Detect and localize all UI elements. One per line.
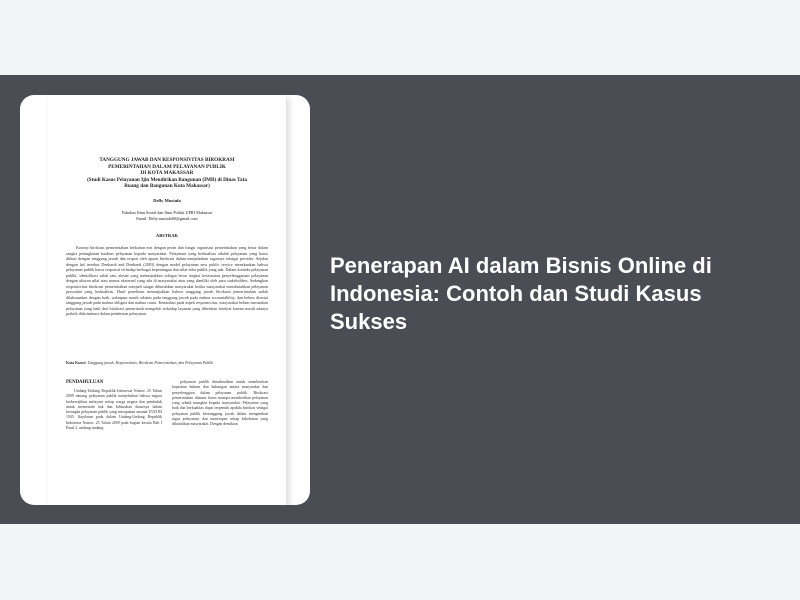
keywords-line bbox=[66, 361, 268, 365]
document-page-preview bbox=[48, 95, 286, 505]
abstract-heading: ABSTRAK bbox=[155, 233, 179, 238]
article-thumbnail[interactable] bbox=[20, 95, 310, 505]
body-column-left: Undang-Undang Republik Indonesia Nomor. 25 Tahun 2009 tentang pelayanan publik menjelaskan bahwa negara berkewajiban melayani setiap warga negara dan penduduk untuk memenuhi hak dan kebutuhan dasarnya dalam kerangka pelayanan publik yang merupakan amanat UUD RI 1945. Kejelasan pada dalam Undang-Undang Republik Indonesia Nomor. 25 Tahun 2009 pada bagian kesatu Bab I Pasal 2, undang-undang bbox=[66, 389, 162, 431]
body-column-right: pelayanan publik dimaksudkan untuk memberikan kepastian hukum dan hubungan antara masyarakat dan penyelenggara dalam pelayanan publik. Birokrasi pemerintahan ditautut harus mampu memberikan pelayanan yang sebaik mungkin kepada masyarakat. Pelayanan yang baik dan berkualitas dapat terpenuhi apabila birokrat sebagai pelayanan publik bertanggung jawab dalam mengemban tugas pelayanan, dan menerapan setiap kebebasan yang dibutuhkan masyarakat. Dengan demikian bbox=[172, 380, 268, 427]
document-title: TANGGUNG JAWAB DAN RESPONSIVITAS BIROKRASI PEMERINTAHAN DALAM PELAYANAN PUBLIK DI KOTA MAKASSAR (Studi Kasus Pelayanan Ijin Mendirikan Bangunan (IMB) di Dinas Tata Ruang dan Bangunan Kota Makassar) bbox=[87, 157, 247, 190]
abstract-body: Konsep birokrasi pemerintahan berkaitan erat dengan peran dan fungsi organisasi pemerintahan yang besar dalam rangka peningkatan kualitas pelayanan kepada masyarakat. Pelayanan yang berkualitas adalah pelayanan yang harus diikuti dengan tanggung jawab dan respon oleh aparat birokrasi dalam menjalankan tugasnya sebagai provider. Sejalan dengan hal tersebut Denhardt and Denhardt (2003) dengan model pelayanan new public service menekankan bahwa pelayanan publik harus responsif terhadap berbagai kepentingan dan nilai-nilai publik yang ada. Dalam konteks pelayanan publik, identifikasi salah satu alasan yang menunjukkan sebagai besar tingkat kesesuaian penyelenggaraan pelayanan dengan ukuran nilai atau norma eksternal yang ada di masyarakat atau yang dimiliki oleh para stakeholders. Sedangkan responsivitas birokrasi pemerintahan menjadi sangat dibutuhkan masyarakat ketika masyarakat membutuhkan pelayanan persoalan yang berkualitas. Hasil penelitian menunjukkan bahwa tanggung jawab birokrasi pemerintahan sudah dilaksanakan dengan baik, walaupun masih sebatas pada tanggung jawab pada makna accountability, dan belum disertai tanggung jawab pada makna obligasi dan makna cause. Kemudian pada aspek responsivitas, masyarakat belum merasakan pelayanan yang baik dari birokrasi pemerintah mengeluh terhadap layanan yang diberikan birokrat karena masih adanya praktik diskriminasi dalam pemberian pelayanan. bbox=[66, 245, 268, 316]
document-author: Delly Mustafa bbox=[153, 198, 181, 203]
section-heading: PENDAHULUAN bbox=[66, 380, 104, 385]
keywords-text: Tanggung jawab, Responsivitas, Birokrasi Pemerintahan, dan Pelayanan Publik bbox=[87, 361, 213, 365]
keywords-label: Kata Kunci: bbox=[66, 361, 87, 365]
article-headline[interactable]: Penerapan AI dalam Bisnis Online di Indonesia: Contoh dan Studi Kasus Sukses bbox=[330, 253, 712, 334]
document-affiliation: Fakultas Ilmu Sosial dan Ilmu Politik UPRI Makassar Email: Delly.mustafa00@gmail.com bbox=[121, 210, 213, 221]
